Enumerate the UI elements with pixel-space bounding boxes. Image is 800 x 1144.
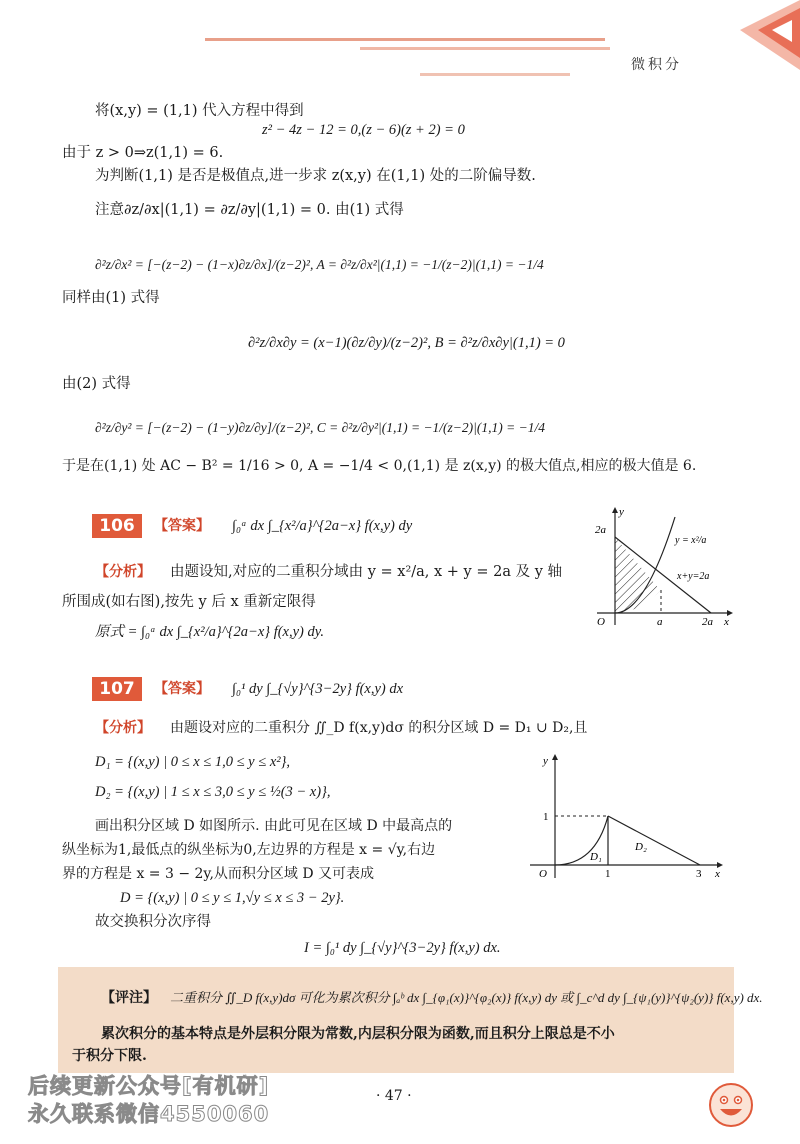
smiley-face-icon xyxy=(708,1082,754,1128)
page-number: · 47 · xyxy=(376,1088,412,1104)
region-label: D₁ xyxy=(590,851,602,863)
answer-tag: 【答案】 xyxy=(154,681,210,697)
origin-label: O xyxy=(539,868,547,880)
note-box xyxy=(58,967,734,1073)
text-line: 由于 z > 0⇒z(1,1) = 6. xyxy=(62,145,224,161)
paragraph-text: 画出积分区域 D 如图所示. 由此可见在区域 D 中最高点的 xyxy=(95,818,453,834)
note-text: 于积分下限. xyxy=(72,1048,147,1064)
tick-label: 1 xyxy=(605,868,611,880)
figure-107 xyxy=(525,750,730,882)
paragraph-text: 界的方程是 x = 3 − 2y,从而积分区域 D 又可表成 xyxy=(62,866,375,882)
equation: z² − 4z − 12 = 0,(z − 6)(z + 2) = 0 xyxy=(262,122,465,138)
problem-number-badge: 107 xyxy=(92,677,142,701)
axis-label-x: x xyxy=(715,868,720,880)
tick-label: 1 xyxy=(543,811,549,823)
analysis-text: 所围成(如右图),按先 y 后 x 重新定限得 xyxy=(62,594,316,610)
page-header-title: 微积分 xyxy=(631,57,682,73)
note-text: 累次积分的基本特点是外层积分限为常数,内层积分限为函数,而且积分上限总是不小 xyxy=(101,1026,615,1042)
watermark-text: 永久联系微信4550060 xyxy=(28,1102,270,1126)
axis-label-y: y xyxy=(543,755,548,767)
answer-formula: ∫₀¹ dy ∫_{√y}^{3−2y} f(x,y) dx xyxy=(232,681,404,697)
result-formula: I = ∫₀¹ dy ∫_{√y}^{3−2y} f(x,y) dx. xyxy=(304,940,501,956)
text-line: 注意∂z/∂x|(1,1) = ∂z/∂y|(1,1) = 0. 由(1) 式得 xyxy=(95,202,404,218)
corner-arrow-icon xyxy=(740,0,800,70)
header-bar-middle xyxy=(360,47,610,50)
analysis-text: 由题设对应的二重积分 ∬_D f(x,y)dσ 的积分区域 D = D₁ ∪ D₂,且 xyxy=(170,720,588,736)
y-axis-arrow-icon xyxy=(612,507,618,513)
watermark-text: 后续更新公众号[有机研] xyxy=(28,1074,270,1098)
region-label: D₂ xyxy=(635,841,647,853)
equation: ∂²z/∂x² = [−(z−2) − (1−x)∂z/∂x]/(z−2)², A = ∂²z/∂x²|(1,1) = −1/(z−2)|(1,1) = −1/4 xyxy=(95,257,544,272)
tick-label: a xyxy=(657,616,663,628)
note-tag: 【评注】 xyxy=(101,990,157,1006)
result-formula: 原式 = ∫₀ᵃ dx ∫_{x²/a}^{2a−x} f(x,y) dy. xyxy=(95,624,325,640)
axis-label-x: x xyxy=(724,616,729,628)
paragraph-text: 故交换积分次序得 xyxy=(95,914,211,930)
figure-106 xyxy=(585,505,735,630)
origin-label: O xyxy=(597,616,605,628)
header-bar-top xyxy=(205,38,605,41)
answer-tag: 【答案】 xyxy=(154,518,210,534)
analysis-tag: 【分析】 xyxy=(95,720,151,736)
region-definition: D = {(x,y) | 0 ≤ y ≤ 1,√y ≤ x ≤ 3 − 2y}. xyxy=(120,890,345,906)
note-text: 二重积分 ∬_D f(x,y)dσ 可化为累次积分 ∫ₐᵇ dx ∫_{φ₁(x)}^{φ₂(x)} f(x,y) dy 或 ∫_c^d dy ∫_{ψ₁(y)}^{ψ₂(y)} f(x,y) dx. xyxy=(170,990,763,1005)
y-axis-arrow-icon xyxy=(552,754,558,760)
curve-label: y = x²/a xyxy=(675,535,707,546)
answer-formula: ∫₀ᵃ dx ∫_{x²/a}^{2a−x} f(x,y) dy xyxy=(232,518,413,534)
problem-number-badge: 106 xyxy=(92,514,142,538)
text-line: 由(2) 式得 xyxy=(62,376,131,392)
equation: ∂²z/∂x∂y = (x−1)(∂z/∂y)/(z−2)², B = ∂²z/∂x∂y|(1,1) = 0 xyxy=(248,335,565,351)
text-line: 为判断(1,1) 是否是极值点,进一步求 z(x,y) 在(1,1) 处的二阶偏导数. xyxy=(95,168,536,184)
text-line: 将(x,y) = (1,1) 代入方程中得到 xyxy=(95,103,304,119)
axis-label-y: y xyxy=(619,506,624,518)
region-definition: D₂ = {(x,y) | 1 ≤ x ≤ 3,0 ≤ y ≤ ½(3 − x)}, xyxy=(95,784,331,800)
text-line: 于是在(1,1) 处 AC − B² = 1/16 > 0, A = −1/4 < 0,(1,1) 是 z(x,y) 的极大值点,相应的极大值是 6. xyxy=(62,458,697,474)
header-bar-bottom xyxy=(420,73,570,76)
tick-label: 3 xyxy=(696,868,702,880)
equation: ∂²z/∂y² = [−(z−2) − (1−y)∂z/∂y]/(z−2)², C = ∂²z/∂y²|(1,1) = −1/(z−2)|(1,1) = −1/4 xyxy=(95,420,545,435)
tick-label: 2a xyxy=(595,524,606,536)
tick-label: 2a xyxy=(702,616,713,628)
paragraph-text: 纵坐标为1,最低点的纵坐标为0,左边界的方程是 x = √y,右边 xyxy=(62,842,436,858)
line-x-3-minus-2y xyxy=(608,816,700,865)
hatched-region xyxy=(615,537,661,613)
analysis-tag: 【分析】 xyxy=(95,564,151,580)
text-line: 同样由(1) 式得 xyxy=(62,290,160,306)
region-definition: D₁ = {(x,y) | 0 ≤ x ≤ 1,0 ≤ y ≤ x²}, xyxy=(95,754,291,770)
analysis-text: 由题设知,对应的二重积分域由 y = x²/a, x + y = 2a 及 y 轴 xyxy=(170,564,563,580)
line-label: x+y=2a xyxy=(677,571,710,582)
